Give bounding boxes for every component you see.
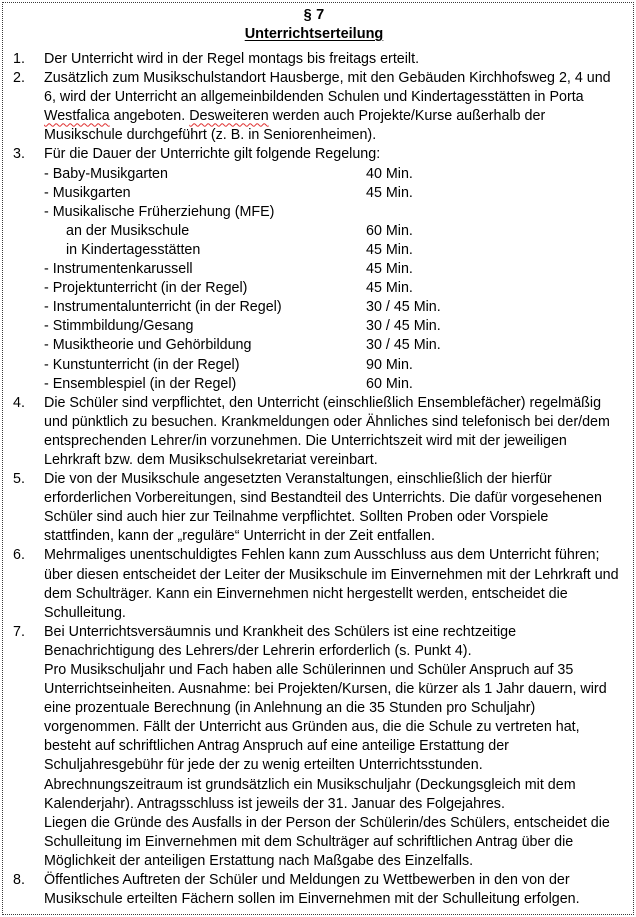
page-title (9, 25, 619, 44)
duration-row (44, 165, 619, 184)
clause-item-3 (9, 145, 619, 393)
clause-item-7 (9, 623, 619, 871)
duration-value: 45 Min. (366, 184, 413, 201)
clause-list (9, 50, 619, 909)
duration-value: 45 Min. (366, 280, 413, 297)
clause-text: Öffentliches Auftreten der Schüler und Meldungen zu Wettbewerben in den von der Musikschule erteilten Fächern sollen im Einvernehmen mit der Schulleitung erfolgen. (44, 872, 580, 908)
duration-row (44, 260, 619, 279)
duration-label: - Kunstunterricht (in der Regel) (44, 356, 240, 373)
duration-value: 60 Min. (366, 222, 413, 239)
duration-row (44, 203, 619, 222)
duration-row (44, 241, 619, 260)
duration-value (366, 203, 619, 222)
clause-number: 3. (13, 146, 25, 163)
clause-item-6 (9, 546, 619, 622)
duration-label: - Ensemblespiel (in der Regel) (44, 375, 237, 392)
duration-label: - Instrumentenkarussell (44, 261, 193, 278)
document-content (9, 6, 625, 909)
clause-item-4 (9, 394, 619, 470)
clause-paragraph: Liegen die Gründe des Ausfalls in der Person der Schülerin/des Schülers, entscheidet die Schulleitung im Einvernehmen mit dem Schulträger auf schriftlichen Antrag über die Möglichkeit der anteiligen Erstattung nach Maßgabe des Einzelfalls. (44, 814, 610, 869)
duration-row (44, 184, 619, 203)
clause-text-part: Zusätzlich zum Musikschulstandort Hausberge, mit den Gebäuden Kirchhofsweg 2, 4 und 6, wird der Unterricht an allgemeinbildenden Schulen und Kindertagesstätten in Porta (44, 70, 611, 106)
clause-text-part: angeboten. (109, 108, 190, 125)
clause-text: Mehrmaliges unentschuldigtes Fehlen kann zum Ausschluss aus dem Unterricht führen; über diesen entscheidet der Leiter der Musikschule im Einvernehmen mit der Lehrkraft und dem Schulträger. Kann ein Einvernehmen nicht hergestellt werden, entscheidet die Schulleitung. (44, 547, 619, 621)
clause-number: 7. (13, 623, 25, 640)
duration-row (44, 298, 619, 317)
duration-label: - Projektunterricht (in der Regel) (44, 280, 248, 297)
clause-number: 8. (13, 872, 25, 889)
duration-label: - Musiktheorie und Gehörbildung (44, 337, 252, 354)
duration-row (44, 375, 619, 394)
duration-label: - Musikgarten (44, 184, 131, 201)
lesson-duration-table (44, 165, 619, 394)
section-mark: § 7 (303, 7, 325, 23)
duration-rows (44, 165, 619, 394)
duration-row (44, 222, 619, 241)
duration-label: in Kindertagesstätten (66, 241, 201, 258)
duration-row (44, 317, 619, 336)
duration-value: 45 Min. (366, 241, 413, 258)
duration-value: 30 / 45 Min. (366, 318, 441, 335)
duration-row (44, 279, 619, 298)
spellcheck-word: Westfalica (44, 108, 110, 125)
duration-label: - Musikalische Früherziehung (MFE) (44, 203, 275, 220)
clause-text-part: werden auch Projekte/Kurse außerhalb der Musikschule durchgeführt (z. B. in Seniorenheimen). (44, 108, 546, 144)
clause-item-5 (9, 470, 619, 546)
duration-label: - Baby-Musikgarten (44, 165, 168, 182)
clause-item-2 (9, 69, 619, 145)
spellcheck-word: Desweiteren (189, 108, 269, 125)
duration-value: 30 / 45 Min. (366, 337, 441, 354)
clause-text: Der Unterricht wird in der Regel montags bis freitags erteilt. (44, 51, 420, 67)
clause-text (44, 69, 619, 145)
clause-text: Für die Dauer der Unterrichte gilt folgende Regelung: (44, 146, 381, 163)
duration-value: 30 / 45 Min. (366, 299, 441, 316)
page-title-text: Unterrichtserteilung (244, 26, 384, 42)
duration-label: - Instrumentalunterricht (in der Regel) (44, 299, 282, 316)
clause-number: 2. (13, 70, 25, 87)
duration-value: 60 Min. (366, 375, 413, 392)
clause-text: Die Schüler sind verpflichtet, den Unterricht (einschließlich Ensemblefächer) regelmäßig und pünktlich zu besuchen. Krankmeldungen oder Ähnliches sind telefonisch bei der/dem entsprechenden Lehrer/in vorzunehmen. Die Unterrichtszeit wird mit der jeweiligen Lehrkraft bzw. dem Musikschulsekretariat vereinbart. (44, 394, 610, 468)
clause-item-8 (9, 871, 619, 909)
duration-value: 90 Min. (366, 356, 413, 373)
duration-label: an der Musikschule (66, 222, 190, 239)
duration-value: 45 Min. (366, 261, 413, 278)
clause-paragraph: Pro Musikschuljahr und Fach haben alle Schülerinnen und Schüler Anspruch auf 35 Unterrichtseinheiten. Ausnahme: bei Projekten/Kursen, die kürzer als 1 Jahr dauern, wird eine prozentuale Berechnung (in Anlehnung an die 35 Stunden pro Schuljahr) vorgenommen. Fällt der Unterricht aus Gründen aus, die die Schule zu vertreten hat, besteht auf schriftlichen Antrag Anspruch auf eine anteilige Erstattung der Schuljahresgebühr für jede der zu wenig erteilten Unterrichtsstunden. Abrechnungszeitraum ist grundsätzlich ein Musikschuljahr (Deckungsgleich mit dem Kalenderjahr). Antragsschluss ist jeweils der 31. Januar des Folgejahres. (44, 662, 607, 812)
clause-number: 5. (13, 471, 25, 488)
clause-number: 1. (13, 51, 25, 67)
clause-item-1 (9, 50, 619, 69)
duration-row (44, 356, 619, 375)
duration-row (44, 336, 619, 355)
duration-label: - Stimmbildung/Gesang (44, 318, 194, 335)
duration-value: 40 Min. (366, 165, 413, 182)
clause-number: 6. (13, 547, 25, 564)
clause-text: Die von der Musikschule angesetzten Veranstaltungen, einschließlich der hierfür erforderlichen Vorbereitungen, sind Bestandteil des Unterrichts. Die dafür vorgesehenen Schüler sind auch hier zur Teilnahme verpflichtet. Sollten Proben oder Vorspiele stattfinden, kann der „reguläre“ Unterricht in der Zeit entfallen. (44, 471, 602, 545)
clause-number: 4. (13, 394, 25, 411)
clause-paragraph: Bei Unterrichtsversäumnis und Krankheit des Schülers ist eine rechtzeitige Benachrichtigung des Lehrers/der Lehrerin erforderlich (s. Punkt 4). (44, 623, 517, 659)
